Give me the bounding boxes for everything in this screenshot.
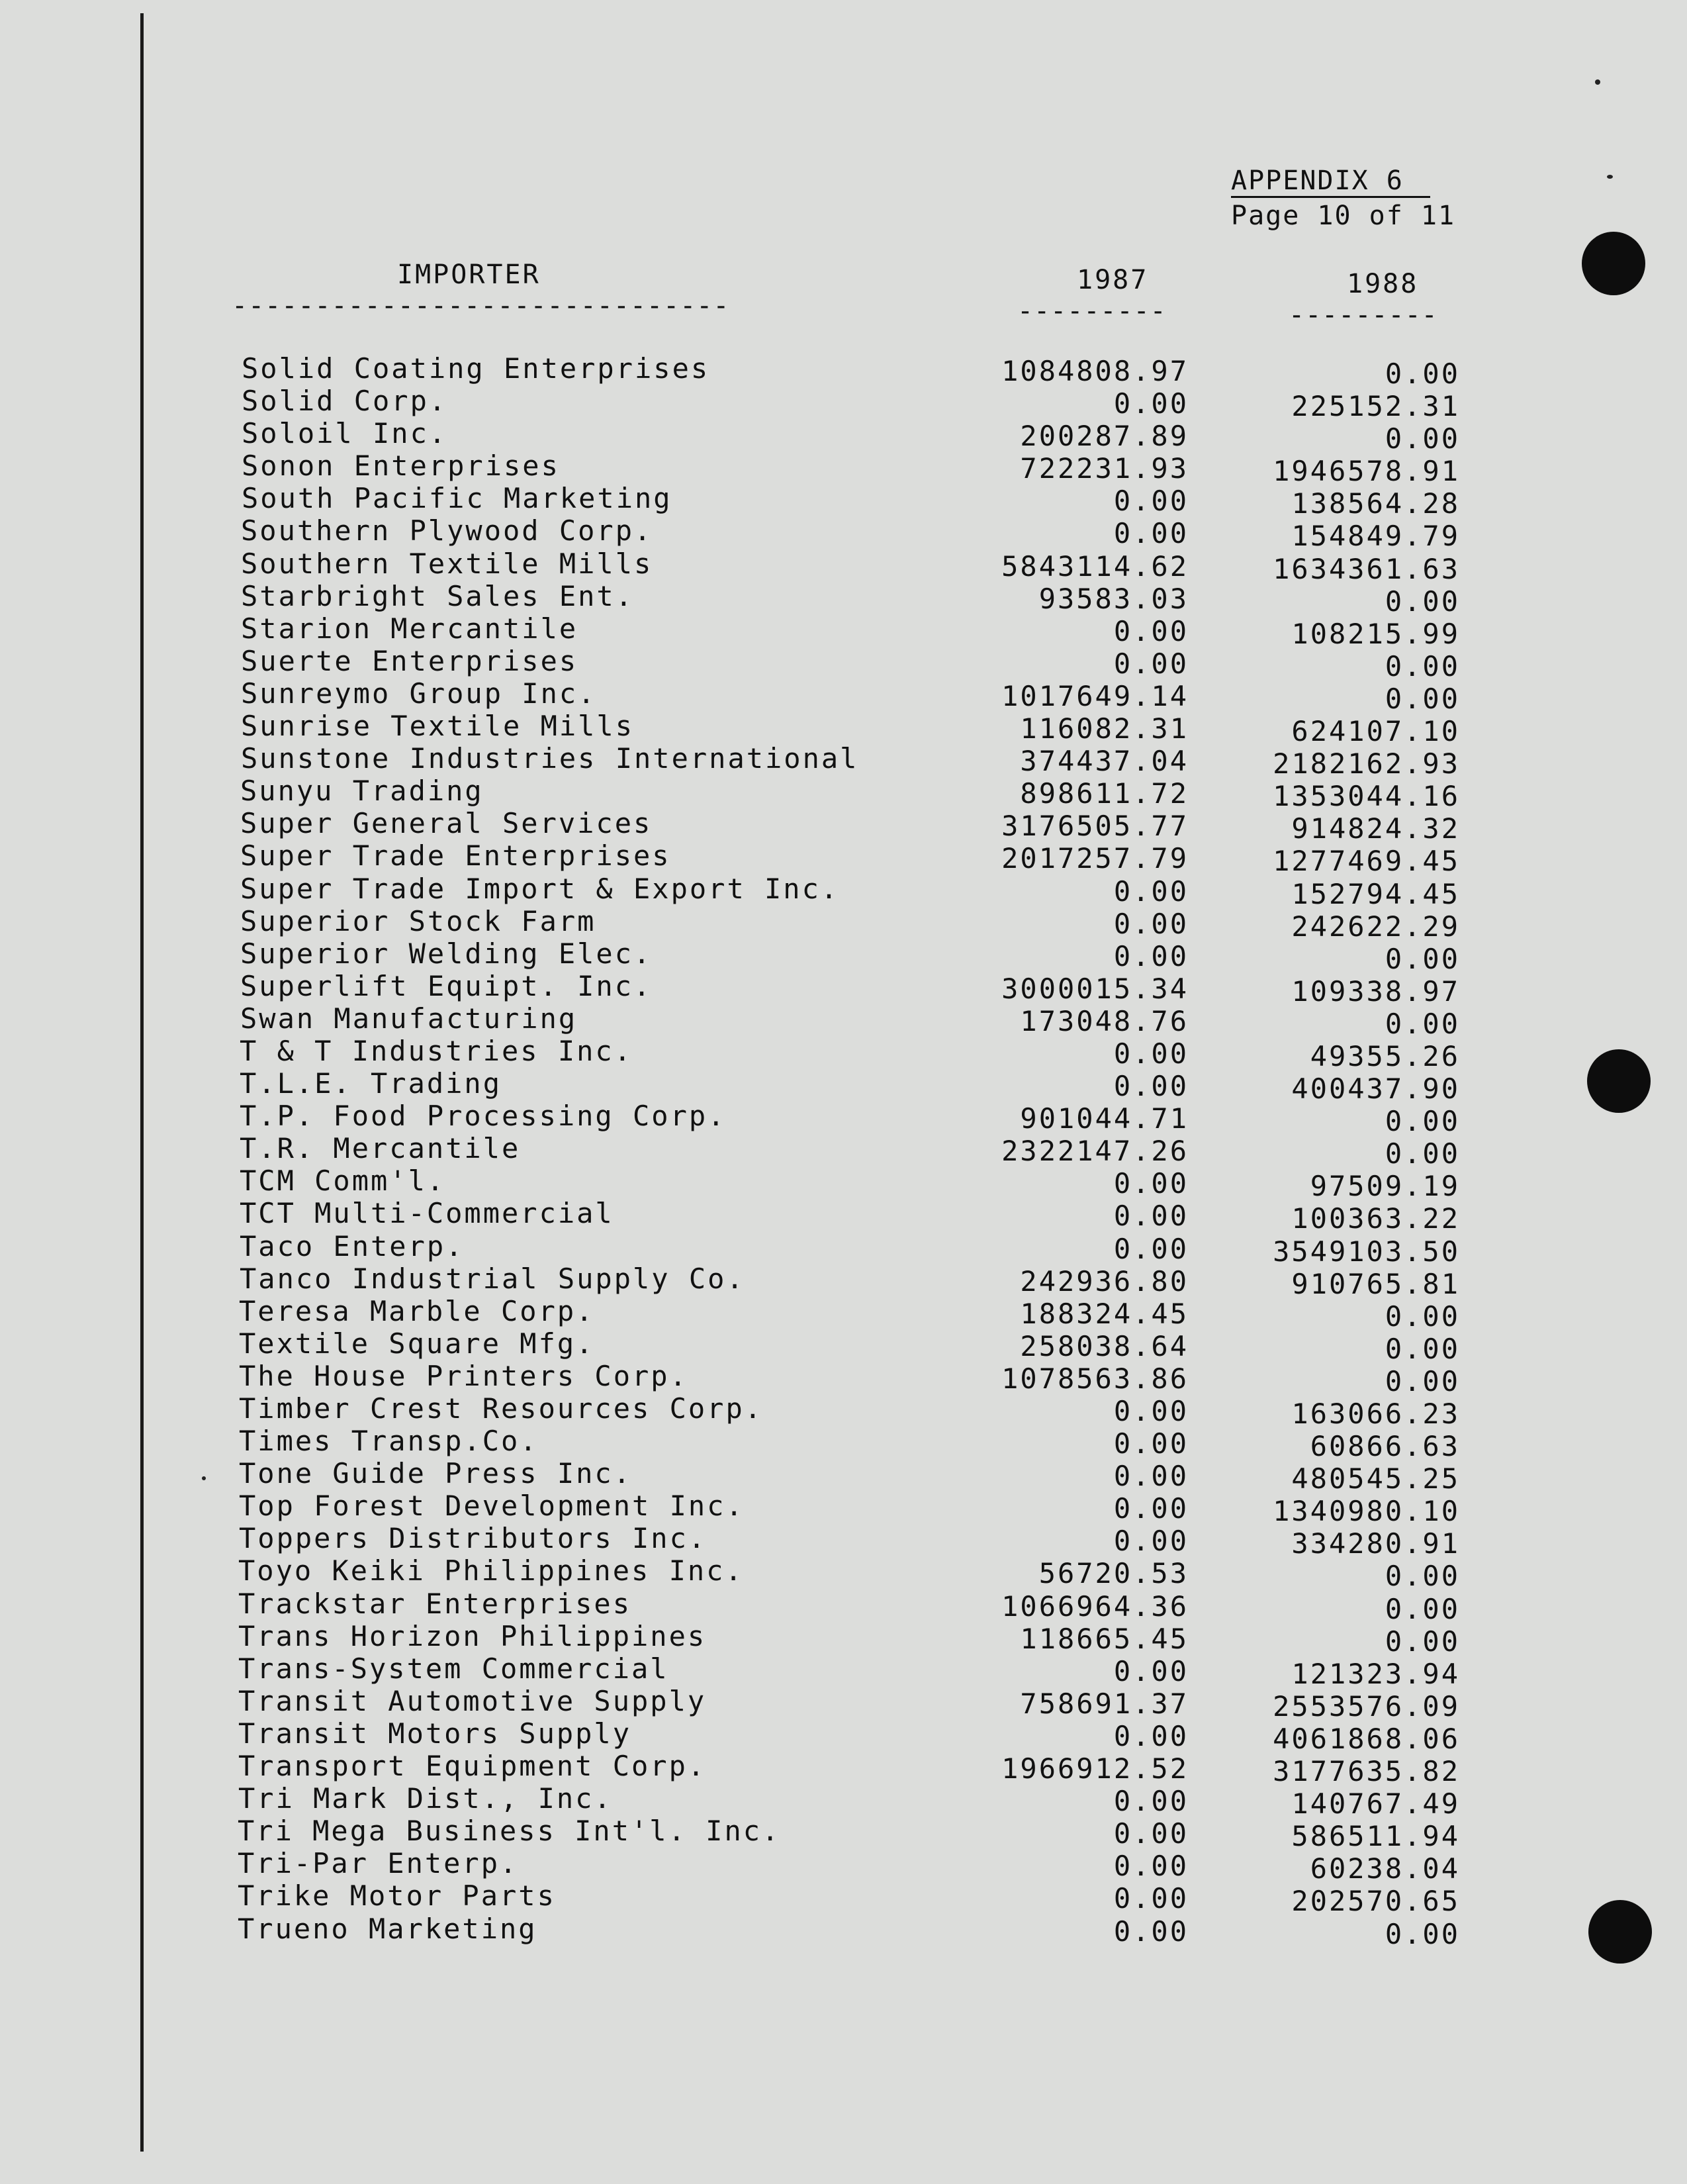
- table-row: [0, 807, 1687, 845]
- value-1988-cell: 242622.29: [1291, 910, 1460, 943]
- value-1987-cell: 0.00: [1113, 485, 1189, 518]
- value-1988-cell: 202570.65: [1291, 1885, 1460, 1918]
- year-1987-column-header: 1987: [1077, 265, 1149, 295]
- value-1988-cell: 60866.63: [1310, 1430, 1460, 1463]
- page-number: Page 10 of 11: [1231, 201, 1456, 231]
- table-row: [0, 1782, 1687, 1821]
- value-1987-cell: 0.00: [1113, 1427, 1189, 1460]
- importer-name-cell: Trans-System Commercial: [238, 1652, 669, 1685]
- table-row: [0, 1359, 1687, 1398]
- importer-name-cell: Sunreymo Group Inc.: [241, 677, 597, 710]
- value-1988-cell: 0.00: [1385, 942, 1460, 975]
- value-1988-cell: 163066.23: [1291, 1398, 1460, 1430]
- value-1987-cell: 0.00: [1113, 1882, 1189, 1915]
- importer-name-cell: Swan Manufacturing: [240, 1002, 578, 1035]
- value-1987-cell: 93583.03: [1038, 582, 1189, 615]
- importer-name-cell: Textile Square Mfg.: [239, 1327, 595, 1360]
- value-1988-cell: 0.00: [1385, 1917, 1460, 1950]
- table-row: [0, 1912, 1687, 1950]
- value-1988-cell: 0.00: [1385, 1007, 1460, 1040]
- value-1988-cell: 0.00: [1385, 1625, 1460, 1658]
- importer-name-cell: Super Trade Enterprises: [240, 839, 671, 873]
- value-1988-cell: 60238.04: [1310, 1852, 1460, 1885]
- importer-name-cell: Trueno Marketing: [238, 1912, 537, 1945]
- punch-hole: [1582, 232, 1645, 295]
- value-1987-cell: 758691.37: [1020, 1687, 1189, 1720]
- value-1987-cell: 0.00: [1113, 939, 1189, 973]
- value-1987-cell: 56720.53: [1038, 1557, 1189, 1590]
- value-1987-cell: 5843114.62: [1001, 549, 1189, 583]
- value-1988-cell: 0.00: [1385, 1560, 1460, 1593]
- table-row: [0, 612, 1687, 650]
- importer-name-cell: Trike Motor Parts: [238, 1879, 556, 1913]
- table-row: [0, 775, 1687, 813]
- value-1987-cell: 0.00: [1113, 614, 1189, 647]
- table-row: [0, 1684, 1687, 1723]
- table-row: [0, 385, 1687, 423]
- table-row: [0, 482, 1687, 520]
- importer-name-cell: Toyo Keiki Philippines Inc.: [238, 1554, 744, 1588]
- table-row: [0, 839, 1687, 878]
- value-1988-cell: 1634361.63: [1273, 552, 1460, 585]
- value-1988-cell: 4061868.06: [1273, 1722, 1460, 1755]
- table-row: [0, 1815, 1687, 1853]
- value-1987-cell: 0.00: [1113, 1232, 1189, 1265]
- value-1987-cell: 173048.76: [1020, 1004, 1189, 1037]
- value-1988-cell: 0.00: [1385, 585, 1460, 618]
- value-1987-cell: 0.00: [1113, 875, 1189, 908]
- table-row: [0, 1457, 1687, 1496]
- table-row: [0, 514, 1687, 553]
- table-row: [0, 1327, 1687, 1365]
- value-1988-cell: 2553576.09: [1273, 1689, 1460, 1723]
- value-1987-cell: 1017649.14: [1001, 679, 1189, 712]
- value-1987-cell: 3176505.77: [1001, 810, 1189, 843]
- importer-name-cell: Southern Textile Mills: [241, 547, 653, 580]
- value-1987-cell: 0.00: [1113, 1785, 1189, 1818]
- value-1988-cell: 0.00: [1385, 682, 1460, 715]
- importer-name-cell: T & T Industries Inc.: [240, 1034, 633, 1067]
- table-row: [0, 1425, 1687, 1463]
- table-row: [0, 742, 1687, 781]
- table-row: [0, 904, 1687, 943]
- table-row: [0, 1717, 1687, 1755]
- importer-name-cell: Soloil Inc.: [242, 417, 448, 450]
- importer-name-cell: The House Printers Corp.: [239, 1359, 688, 1392]
- importer-name-cell: Super Trade Import & Export Inc.: [240, 872, 840, 905]
- table-row: [0, 1652, 1687, 1690]
- table-row: [0, 1262, 1687, 1300]
- value-1988-cell: 225152.31: [1291, 390, 1460, 423]
- importer-name-cell: Sonon Enterprises: [242, 450, 560, 483]
- value-1987-cell: 3000015.34: [1001, 972, 1189, 1005]
- value-1988-cell: 3177635.82: [1273, 1755, 1460, 1788]
- value-1988-cell: 334280.91: [1291, 1527, 1460, 1560]
- importer-name-cell: Sunyu Trading: [240, 775, 484, 808]
- value-1988-cell: 140767.49: [1291, 1787, 1460, 1821]
- importer-name-cell: Trans Horizon Philippines: [238, 1619, 707, 1652]
- value-1988-cell: 0.00: [1385, 357, 1460, 390]
- importer-name-cell: Tone Guide Press Inc.: [239, 1457, 633, 1490]
- value-1987-cell: 0.00: [1113, 1200, 1189, 1233]
- value-1988-cell: 138564.28: [1291, 487, 1460, 520]
- importer-name-cell: Timber Crest Resources Corp.: [239, 1392, 764, 1425]
- table-row: [0, 417, 1687, 455]
- importer-name-cell: Times Transp.Co.: [239, 1425, 539, 1458]
- importer-name-cell: TCM Comm'l.: [240, 1164, 446, 1198]
- value-1987-cell: 1084808.97: [1001, 355, 1189, 387]
- value-1987-cell: 374437.04: [1020, 745, 1189, 778]
- table-row: [0, 1554, 1687, 1593]
- value-1987-cell: 0.00: [1113, 387, 1189, 420]
- value-1987-cell: 0.00: [1113, 1654, 1189, 1687]
- table-row: [0, 677, 1687, 715]
- table-row: [0, 1132, 1687, 1170]
- importer-column-header: IMPORTER: [397, 260, 541, 290]
- value-1988-cell: 121323.94: [1291, 1657, 1460, 1690]
- value-1987-cell: 0.00: [1113, 1719, 1189, 1752]
- importer-name-cell: Tri Mark Dist., Inc.: [238, 1782, 613, 1815]
- table-row: [0, 937, 1687, 975]
- importer-name-cell: Suerte Enterprises: [241, 644, 578, 677]
- year-1987-header-rule: ---------: [1017, 296, 1167, 326]
- value-1987-cell: 2017257.79: [1001, 842, 1189, 875]
- value-1987-cell: 1078563.86: [1001, 1362, 1189, 1395]
- table-row: [0, 579, 1687, 618]
- value-1987-cell: 0.00: [1113, 1915, 1189, 1948]
- importer-name-cell: Transit Motors Supply: [238, 1717, 632, 1750]
- table-row: [0, 1619, 1687, 1658]
- table-row: [0, 1294, 1687, 1333]
- value-1987-cell: 0.00: [1113, 1525, 1189, 1558]
- importer-name-cell: Top Forest Development Inc.: [239, 1490, 745, 1523]
- importer-name-cell: Superior Welding Elec.: [240, 937, 653, 970]
- importer-name-cell: Super General Services: [240, 807, 653, 840]
- value-1988-cell: 0.00: [1385, 1137, 1460, 1170]
- value-1988-cell: 154849.79: [1291, 520, 1460, 553]
- table-row: [0, 1034, 1687, 1072]
- importer-name-cell: Solid Coating Enterprises: [242, 352, 710, 385]
- table-row: [0, 547, 1687, 585]
- importer-name-cell: Starbright Sales Ent.: [241, 579, 635, 612]
- importer-name-cell: Superlift Equipt. Inc.: [240, 969, 653, 1002]
- value-1988-cell: 49355.26: [1310, 1039, 1460, 1072]
- table-row: [0, 644, 1687, 683]
- importer-name-cell: Teresa Marble Corp.: [239, 1294, 595, 1327]
- table-row: [0, 1847, 1687, 1885]
- value-1987-cell: 258038.64: [1020, 1329, 1189, 1362]
- table-row: [0, 1522, 1687, 1560]
- value-1987-cell: 1066964.36: [1001, 1590, 1189, 1623]
- value-1987-cell: 0.00: [1113, 1460, 1189, 1493]
- value-1988-cell: 910765.81: [1291, 1267, 1460, 1300]
- value-1988-cell: 100363.22: [1291, 1202, 1460, 1235]
- value-1987-cell: 0.00: [1113, 1492, 1189, 1525]
- importer-table: [0, 352, 1687, 1950]
- value-1988-cell: 0.00: [1385, 1105, 1460, 1138]
- table-row: [0, 1002, 1687, 1040]
- importer-name-cell: Solid Corp.: [242, 385, 448, 418]
- value-1987-cell: 0.00: [1113, 517, 1189, 550]
- value-1987-cell: 0.00: [1113, 647, 1189, 680]
- value-1988-cell: 0.00: [1385, 1300, 1460, 1333]
- value-1988-cell: 1946578.91: [1273, 455, 1460, 488]
- table-row: [0, 1197, 1687, 1235]
- value-1987-cell: 722231.93: [1020, 452, 1189, 485]
- table-row: [0, 1392, 1687, 1430]
- value-1987-cell: 898611.72: [1020, 777, 1189, 810]
- importer-name-cell: T.L.E. Trading: [240, 1067, 502, 1100]
- value-1988-cell: 0.00: [1385, 1364, 1460, 1398]
- importer-name-cell: Transport Equipment Corp.: [238, 1750, 707, 1783]
- importer-name-cell: Tri Mega Business Int'l. Inc.: [238, 1815, 781, 1848]
- value-1988-cell: 0.00: [1385, 1332, 1460, 1365]
- value-1988-cell: 400437.90: [1291, 1072, 1460, 1106]
- importer-name-cell: Superior Stock Farm: [240, 904, 596, 937]
- value-1988-cell: 3549103.50: [1273, 1235, 1460, 1268]
- table-row: [0, 1067, 1687, 1106]
- importer-name-cell: Tanco Industrial Supply Co.: [240, 1262, 745, 1295]
- importer-name-cell: South Pacific Marketing: [242, 482, 672, 515]
- value-1988-cell: 914824.32: [1291, 812, 1460, 845]
- importer-name-cell: Tri-Par Enterp.: [238, 1847, 519, 1880]
- importer-name-cell: T.R. Mercantile: [240, 1132, 521, 1165]
- value-1988-cell: 1340980.10: [1273, 1495, 1460, 1528]
- importer-name-cell: Transit Automotive Supply: [238, 1684, 707, 1717]
- value-1987-cell: 200287.89: [1020, 420, 1189, 453]
- importer-name-cell: Sunrise Textile Mills: [241, 710, 635, 743]
- table-row: [0, 352, 1687, 390]
- value-1988-cell: 97509.19: [1310, 1170, 1460, 1203]
- table-row: [0, 1229, 1687, 1268]
- value-1987-cell: 188324.45: [1020, 1297, 1189, 1330]
- importer-name-cell: Sunstone Industries International: [241, 742, 859, 775]
- table-row: [0, 1750, 1687, 1788]
- appendix-header: [1231, 166, 1455, 231]
- value-1987-cell: 1966912.52: [1001, 1752, 1189, 1785]
- value-1987-cell: 0.00: [1113, 1070, 1189, 1103]
- value-1988-cell: 1353044.16: [1273, 780, 1460, 813]
- value-1988-cell: 108215.99: [1291, 617, 1460, 650]
- year-1988-column-header: 1988: [1347, 269, 1419, 299]
- table-row: [0, 1490, 1687, 1528]
- value-1987-cell: 2322147.26: [1001, 1135, 1189, 1168]
- table-row: [0, 1879, 1687, 1918]
- value-1987-cell: 242936.80: [1020, 1264, 1189, 1298]
- value-1987-cell: 0.00: [1113, 1167, 1189, 1200]
- value-1987-cell: 118665.45: [1020, 1622, 1189, 1655]
- importer-name-cell: Southern Plywood Corp.: [241, 514, 653, 547]
- importer-header-rule: ------------------------------: [232, 291, 730, 321]
- value-1987-cell: 0.00: [1113, 1850, 1189, 1883]
- table-row: [0, 710, 1687, 748]
- value-1987-cell: 0.00: [1113, 907, 1189, 940]
- value-1987-cell: 116082.31: [1020, 712, 1189, 745]
- table-row: [0, 1100, 1687, 1138]
- importer-name-cell: Toppers Distributors Inc.: [239, 1522, 707, 1555]
- importer-name-cell: Taco Enterp.: [240, 1229, 465, 1262]
- importer-name-cell: Starion Mercantile: [241, 612, 578, 645]
- table-row: [0, 872, 1687, 910]
- value-1988-cell: 109338.97: [1291, 974, 1460, 1008]
- value-1988-cell: 586511.94: [1291, 1820, 1460, 1853]
- table-row: [0, 450, 1687, 488]
- value-1987-cell: 0.00: [1113, 1817, 1189, 1850]
- value-1988-cell: 0.00: [1385, 649, 1460, 683]
- value-1988-cell: 0.00: [1385, 1592, 1460, 1625]
- speck: [1607, 175, 1613, 179]
- value-1988-cell: 2182162.93: [1273, 747, 1460, 781]
- value-1988-cell: 624107.10: [1291, 715, 1460, 748]
- value-1988-cell: 1277469.45: [1273, 845, 1460, 878]
- table-row: [0, 1164, 1687, 1203]
- value-1988-cell: 152794.45: [1291, 877, 1460, 910]
- importer-name-cell: Trackstar Enterprises: [238, 1587, 632, 1620]
- value-1987-cell: 901044.71: [1020, 1102, 1189, 1135]
- appendix-label: APPENDIX 6: [1231, 166, 1430, 198]
- speck: [1595, 79, 1600, 85]
- year-1988-header-rule: ---------: [1289, 300, 1438, 330]
- value-1987-cell: 0.00: [1113, 1037, 1189, 1070]
- importer-name-cell: T.P. Food Processing Corp.: [240, 1100, 727, 1133]
- table-row: [0, 969, 1687, 1008]
- value-1988-cell: 0.00: [1385, 422, 1460, 455]
- table-row: [0, 1587, 1687, 1625]
- value-1988-cell: 480545.25: [1291, 1462, 1460, 1496]
- value-1987-cell: 0.00: [1113, 1395, 1189, 1427]
- importer-name-cell: TCT Multi-Commercial: [240, 1197, 614, 1230]
